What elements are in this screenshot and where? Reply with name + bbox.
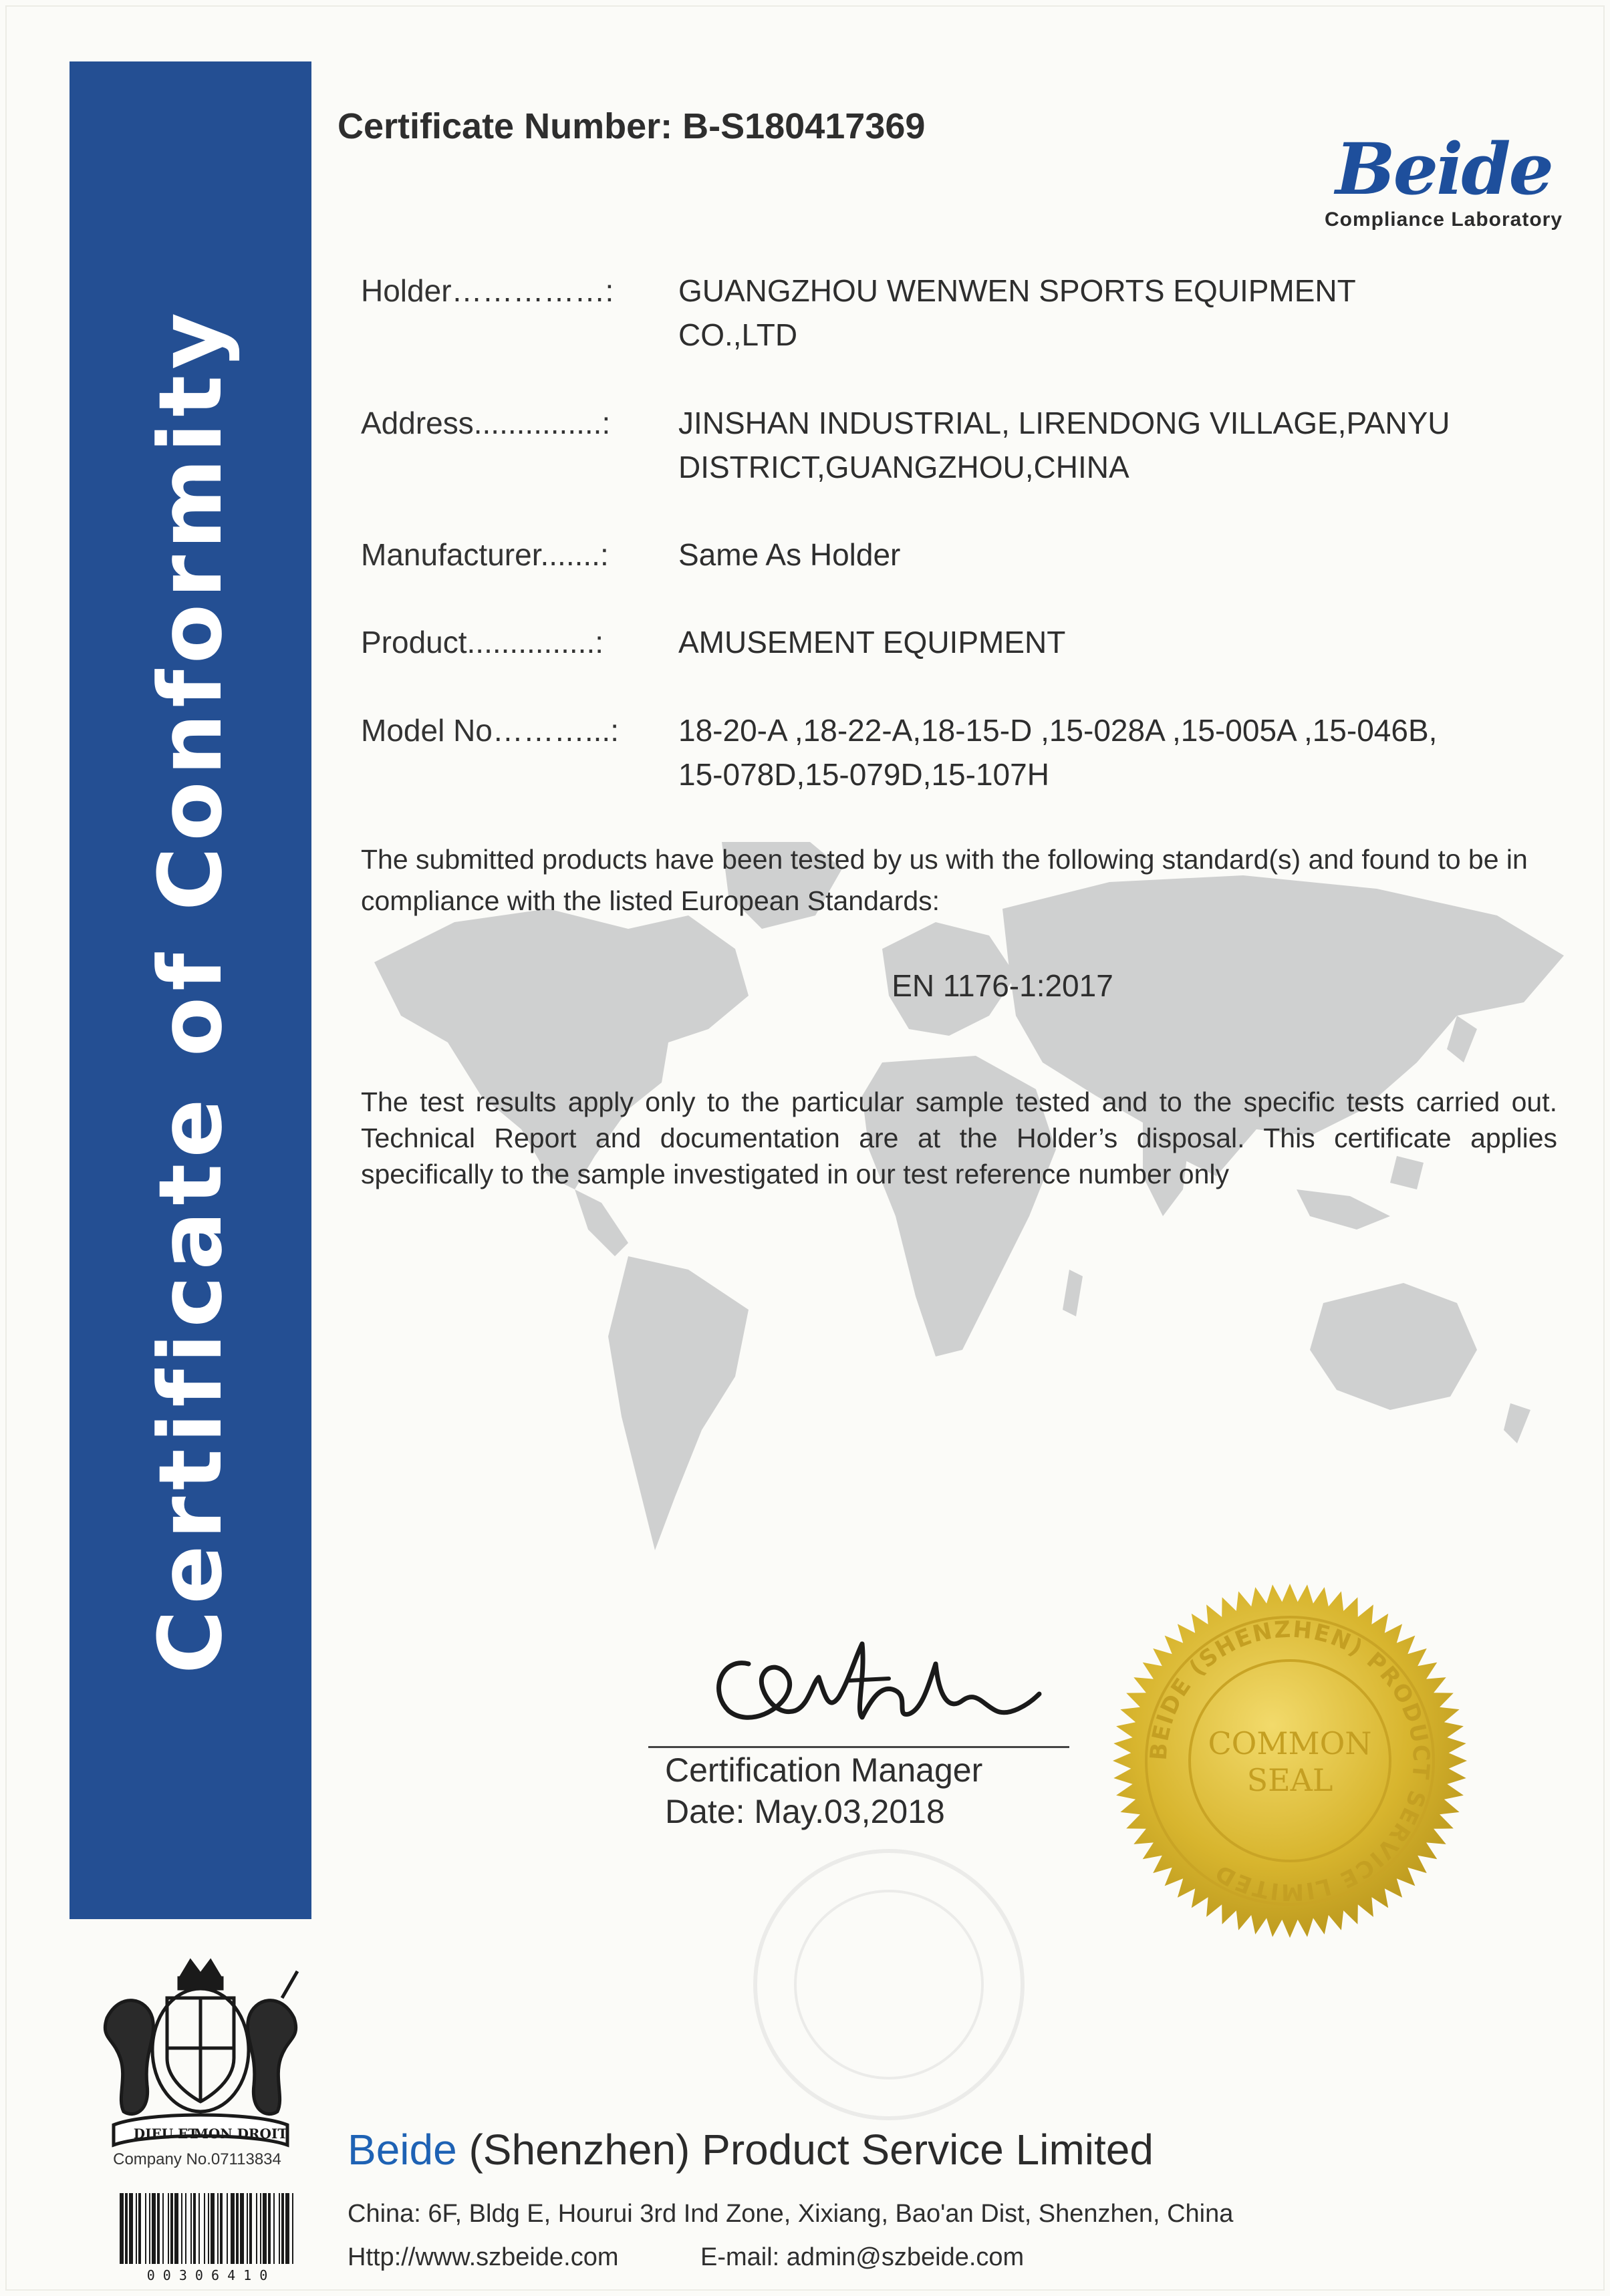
barcode-bar [145, 2193, 146, 2264]
issuer-address: China: 6F, Bldg E, Hourui 3rd Ind Zone, Xixiang, Bao'an Dist, Shenzhen, China [348, 2200, 1234, 2228]
standard-reference: EN 1176-1:2017 [892, 968, 1113, 1003]
barcode-bar [231, 2193, 235, 2264]
manufacturer-value-line-1: Same As Holder [678, 537, 901, 572]
holder-value [678, 269, 1527, 357]
crest-motto-left: DIEU ET [133, 2126, 198, 2142]
barcode-bar [120, 2193, 124, 2264]
product-value-line-1: AMUSEMENT EQUIPMENT [678, 625, 1066, 660]
barcode-bar [260, 2193, 261, 2264]
address-label: Address...............: [361, 406, 611, 440]
barcode-bar [208, 2193, 209, 2264]
barcode-bar [193, 2193, 196, 2264]
barcode-bar [211, 2193, 215, 2264]
barcode-bar [249, 2193, 252, 2264]
manufacturer-label: Manufacturer.......: [361, 537, 609, 572]
holder-value-line-2: CO.,LTD [678, 317, 798, 352]
banner-title: Certificate of Conformity [140, 306, 241, 1675]
barcode-bar [217, 2193, 219, 2264]
certificate-date: Date: May.03,2018 [665, 1793, 945, 1830]
issuer-name-rest: (Shenzhen) Product Service Limited [456, 2126, 1154, 2174]
signature-line [648, 1746, 1069, 1748]
signature [695, 1617, 1043, 1751]
address-value-line-1: JINSHAN INDUSTRIAL, LIRENDONG VILLAGE,PANYU [678, 406, 1450, 440]
barcode-bar [263, 2193, 267, 2264]
crest-motto-right: MON DROIT [193, 2126, 288, 2142]
brand-tagline: Compliance Laboratory [1324, 208, 1563, 231]
product-label: Product...............: [361, 625, 604, 660]
royal-crest [94, 1951, 307, 2158]
barcode-bar [181, 2193, 182, 2264]
barcode-bar [125, 2193, 128, 2264]
barcode-bar [136, 2193, 137, 2264]
product-value [678, 620, 1527, 664]
barcode-bar [149, 2193, 150, 2264]
model-value [678, 708, 1527, 797]
company-number: Company No.07113834 [113, 2150, 281, 2168]
holder-label: Holder……………: [361, 273, 614, 308]
barcode-bar [198, 2193, 200, 2264]
barcode-bar [157, 2193, 160, 2264]
barcode-bar [174, 2193, 178, 2264]
compliance-statement: The submitted products have been tested by us with the following standard(s) and found to be in compliance with the listed European Standards: [361, 844, 1528, 916]
model-label: Model No………...: [361, 713, 619, 748]
barcode-bar [240, 2193, 244, 2264]
barcode-bar [190, 2193, 192, 2264]
manufacturer-value [678, 533, 1527, 577]
barcode-bar [138, 2193, 141, 2264]
barcode-bar [129, 2193, 133, 2264]
barcode-bar [227, 2193, 228, 2264]
barcode-digits: 0 0 3 0 6 4 1 0 [146, 2267, 268, 2283]
model-value-line-2: 15-078D,15-079D,15-107H [678, 757, 1049, 792]
brand-logo [1303, 127, 1584, 231]
address-value [678, 401, 1527, 489]
barcode [117, 2190, 297, 2284]
seal-center-line-1: COMMON [1208, 1725, 1372, 1761]
holder-value-line-1: GUANGZHOU WENWEN SPORTS EQUIPMENT [678, 273, 1356, 308]
barcode-bar [279, 2193, 280, 2264]
signer-role: Certification Manager [665, 1751, 983, 1789]
barcode-bar [185, 2193, 186, 2264]
barcode-bar [281, 2193, 284, 2264]
seal-ring-text: BEIDE (SHENZHEN) PRODUCT SERVICE LIMITED [1145, 1616, 1435, 1906]
gold-seal [1109, 1580, 1470, 1941]
barcode-bar [285, 2193, 289, 2264]
barcode-bar [168, 2193, 169, 2264]
issuer-name-accent: Beide [348, 2126, 457, 2174]
barcode-bar [273, 2193, 275, 2264]
issuer-company-name [348, 2125, 1154, 2174]
barcode-bar [236, 2193, 239, 2264]
certificate-number: Certificate Number: B-S180417369 [338, 106, 926, 146]
address-value-line-2: DISTRICT,GUANGZHOU,CHINA [678, 450, 1129, 484]
issuer-website: Http://www.szbeide.com [348, 2243, 619, 2271]
barcode-bar [204, 2193, 205, 2264]
barcode-bar [292, 2193, 293, 2264]
barcode-bar [170, 2193, 173, 2264]
side-banner [70, 61, 311, 1919]
world-map-watermark [374, 842, 1577, 1577]
barcode-bar [220, 2193, 223, 2264]
scope-statement: The test results apply only to the particular sample tested and to the specific tests carried out. Technical Report and documentation are at the Holder’s disposal. This certificate applies specifically to the sample investigated in our test reference number only [361, 1087, 1557, 1189]
barcode-bar [152, 2193, 156, 2264]
brand-name: Beide [1335, 127, 1552, 210]
barcode-bar [162, 2193, 164, 2264]
embossed-seal-watermark [749, 1844, 1029, 2125]
barcode-bar [256, 2193, 257, 2264]
issuer-email: E-mail: admin@szbeide.com [700, 2243, 1025, 2271]
seal-center-line-2: SEAL [1246, 1762, 1333, 1798]
barcode-bar [247, 2193, 248, 2264]
barcode-bar [268, 2193, 271, 2264]
model-value-line-1: 18-20-A ,18-22-A,18-15-D ,15-028A ,15-005A ,15-046B, [678, 713, 1438, 748]
